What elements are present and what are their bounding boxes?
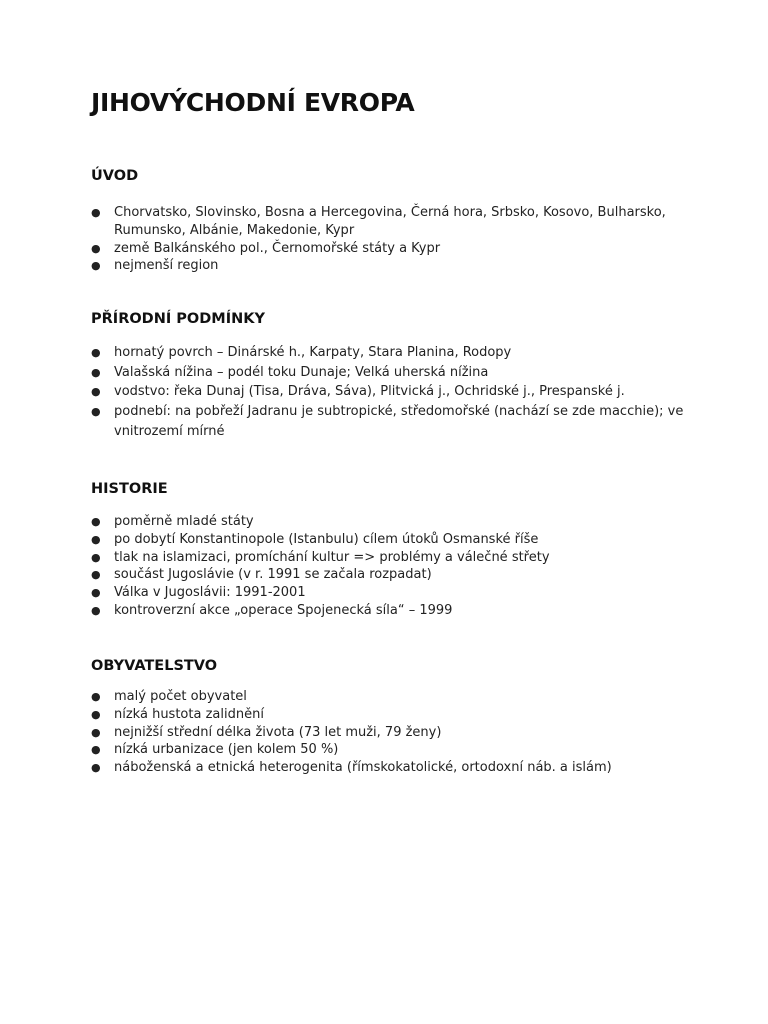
bullet-icon: ● [91, 206, 101, 219]
list-item-text: kontroverzní akce „operace Spojenecká síla“ – 1999 [114, 602, 453, 618]
list-item [91, 706, 691, 724]
bullet-icon: ● [91, 707, 101, 721]
list-item [91, 759, 691, 777]
bullet-list [91, 204, 691, 275]
list-item-text: podnebí: na pobřeží Jadranu je subtropické, středomořské (nachází se zde macchie); ve vnitrozemí mírné [114, 404, 684, 439]
bullet-icon: ● [91, 761, 101, 775]
list-item [91, 549, 691, 567]
list-item-text: nízká hustota zalidnění [114, 706, 264, 722]
list-item-text: malý počet obyvatel [114, 689, 247, 704]
bullet-icon: ● [91, 550, 101, 564]
bullet-list [91, 688, 691, 777]
section-heading: ÚVOD [91, 168, 139, 184]
list-item-text: součást Jugoslávie (v r. 1991 se začala rozpadat) [114, 567, 432, 583]
list-item [91, 688, 691, 706]
list-item-text: tlak na islamizaci, promíchání kultur => problémy a válečné střety [114, 549, 550, 565]
section-heading: PŘÍRODNÍ PODMÍNKY [91, 311, 265, 327]
list-item [91, 343, 691, 363]
list-item [91, 566, 691, 584]
section-historie [91, 481, 691, 620]
bullet-icon: ● [91, 405, 101, 419]
list-item-text: náboženská a etnická heterogenita (římskokatolické, ortodoxní náb. a islám) [114, 760, 612, 776]
bullet-icon: ● [91, 532, 101, 546]
section-heading: OBYVATELSTVO [91, 658, 218, 674]
bullet-list [91, 513, 691, 620]
document-title: JIHOVÝCHODNÍ EVROPA [91, 88, 415, 117]
list-item [91, 382, 691, 402]
list-item-text: nejnižší střední délka života (73 let muži, 79 ženy) [114, 724, 442, 740]
bullet-icon: ● [91, 515, 101, 528]
list-item [91, 257, 691, 275]
list-item [91, 724, 691, 742]
bullet-icon: ● [91, 241, 101, 255]
list-item-text: země Balkánského pol., Černomořské státy a Kypr [114, 240, 441, 256]
list-item [91, 741, 691, 759]
list-item [91, 513, 691, 531]
list-item [91, 402, 691, 441]
bullet-list [91, 343, 691, 442]
section-uvod [91, 168, 691, 275]
bullet-icon: ● [91, 385, 101, 399]
bullet-icon: ● [91, 743, 101, 757]
list-item [91, 204, 691, 240]
list-item-text: Chorvatsko, Slovinsko, Bosna a Hercegovina, Černá hora, Srbsko, Kosovo, Bulharsko, Rumunsko, Albánie, Makedonie, Kypr [114, 205, 666, 238]
section-obyvatelstvo [91, 658, 691, 777]
section-heading: HISTORIE [91, 481, 168, 497]
list-item-text: poměrně mladé státy [114, 514, 254, 529]
list-item-text: nejmenší region [114, 258, 219, 274]
list-item [91, 584, 691, 602]
bullet-icon: ● [91, 690, 101, 703]
list-item [91, 240, 691, 258]
bullet-icon: ● [91, 259, 101, 273]
list-item-text: vodstvo: řeka Dunaj (Tisa, Dráva, Sáva), Plitvická j., Ochridské j., Prespanské j. [114, 384, 625, 400]
list-item [91, 602, 691, 620]
bullet-icon: ● [91, 568, 101, 582]
bullet-icon: ● [91, 365, 101, 379]
list-item-text: Valašská nížina – podél toku Dunaje; Velká uherská nížina [114, 364, 489, 380]
list-item-text: nízká urbanizace (jen kolem 50 %) [114, 742, 339, 758]
bullet-icon: ● [91, 603, 101, 617]
bullet-icon: ● [91, 586, 101, 600]
list-item-text: po dobytí Konstantinopole (Istanbulu) cílem útoků Osmanské říše [114, 531, 539, 547]
section-prirodni-podminky [91, 311, 691, 442]
bullet-icon: ● [91, 346, 101, 359]
list-item [91, 363, 691, 383]
list-item-text: hornatý povrch – Dinárské h., Karpaty, Stara Planina, Rodopy [114, 345, 512, 360]
list-item-text: Válka v Jugoslávii: 1991-2001 [114, 585, 306, 601]
list-item [91, 531, 691, 549]
bullet-icon: ● [91, 725, 101, 739]
